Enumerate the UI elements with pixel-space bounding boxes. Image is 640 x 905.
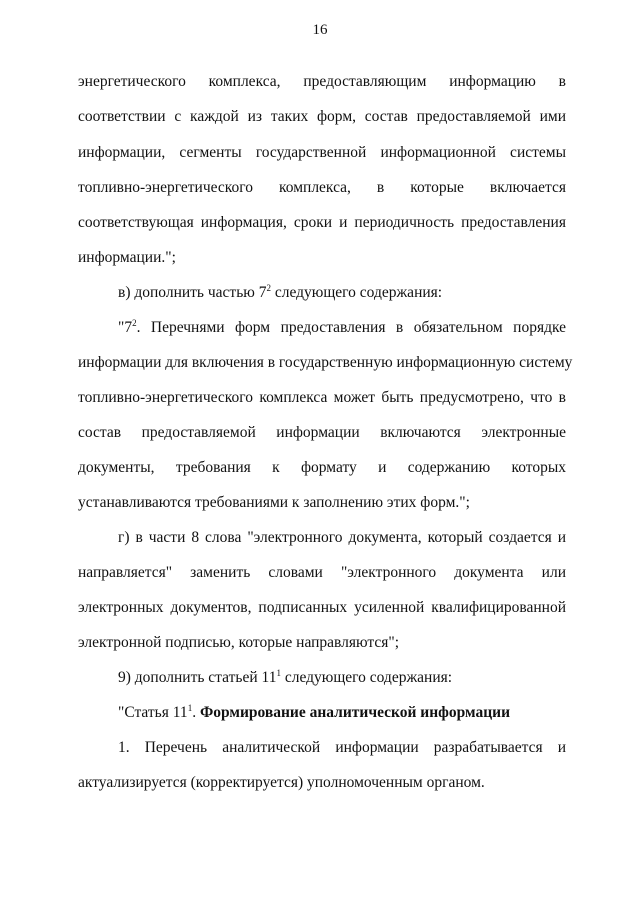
page-number: 16 <box>312 22 328 38</box>
text-line: направляется" заменить словами "электронного документа или <box>78 564 566 581</box>
text-line: электронных документов, подписанных усиленной квалифицированной <box>78 599 566 616</box>
text-line: г) в части 8 слова "электронного документа, который создается и <box>118 529 566 546</box>
article-heading: "Статья $11^1$. Формирование аналитической информации <box>118 702 511 721</box>
text-line: документы, требования к формату и содержанию которых <box>78 459 566 476</box>
text-line: информации для включения в государственную информационную систему <box>78 354 573 371</box>
text-line: энергетического комплекса, предоставляющим информацию в <box>78 73 566 90</box>
text-line: актуализируется (корректируется) уполномоченным органом. <box>78 774 485 791</box>
text-line: электронной подписью, которые направляются"; <box>78 634 400 651</box>
text-line: "$7^2$. Перечнями форм предоставления в обязательном порядке <box>118 317 566 336</box>
text-line: устанавливаются требованиями к заполнению этих форм."; <box>78 494 470 511</box>
text-line: соответствующая информация, сроки и периодичность предоставления <box>78 214 566 231</box>
text-line: топливно-энергетического комплекса может быть предусмотрено, что в <box>78 389 566 406</box>
text-line: информации."; <box>78 249 176 266</box>
text-line: соответствии с каждой из таких форм, состав предоставляемой ими <box>78 108 566 125</box>
text-line: топливно-энергетического комплекса, в которые включается <box>78 179 566 196</box>
text-line: информации, сегменты государственной информационной системы <box>78 144 566 161</box>
text-line: 1. Перечень аналитической информации разрабатывается и <box>118 739 566 756</box>
text-line: состав предоставляемой информации включаются электронные <box>78 424 566 441</box>
text-line: в) дополнить частью $7^2$ следующего содержания: <box>118 282 443 301</box>
text-line: 9) дополнить статьей $11^1$ следующего содержания: <box>118 667 453 686</box>
